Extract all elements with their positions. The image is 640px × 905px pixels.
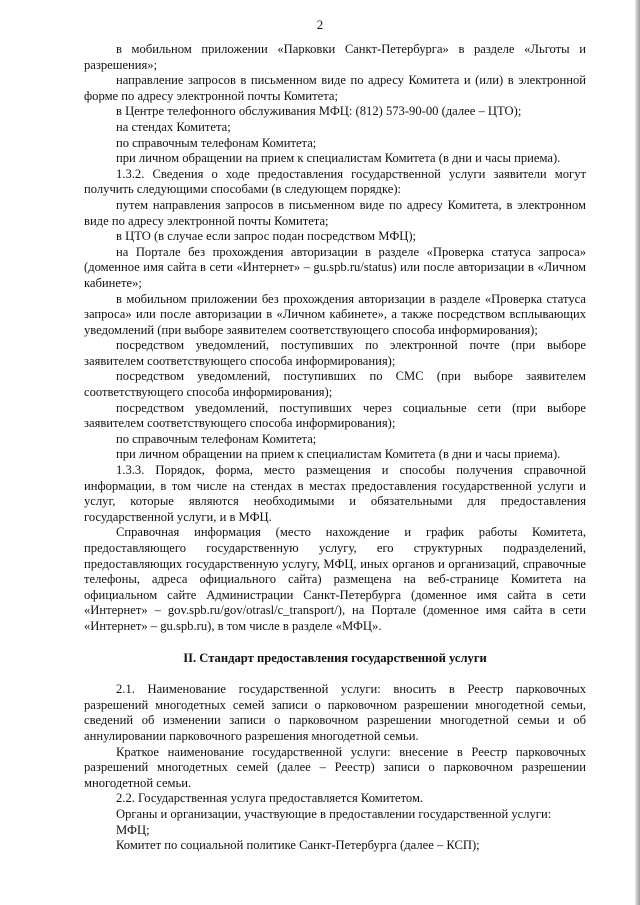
paragraph: Комитет по социальной политике Санкт-Петербурга (далее – КСП); [116,838,480,853]
paragraph: в мобильном приложении «Парковки Санкт-Петербурга» в разделе «Льготы и разрешения»; [84,42,586,72]
section-title: II. Стандарт предоставления государственной услуги [183,650,487,665]
paragraph: посредством уведомлений, поступивших через социальные сети (при выборе заявителем соответствующего способа информирования); [84,400,586,431]
paragraph: 1.3.2. Сведения о ходе предоставления государственной услуги заявители могут получить следующими способами (в следующем порядке): [84,166,586,197]
paragraph: по справочным телефонам Комитета; [116,431,317,446]
paragraph: Справочная информация (место нахождение и график работы Комитета, предоставляющего государственную услугу, его структурных подразделений, предоставляющих государственную услугу, МФЦ, иных органов и организаций, справочные телефоны, адреса официального сайта) размещена на веб-странице Комитета на официальном сайте Администрации Санкт-Петербурга (доменное имя сайта в сети «Интернет» – gov.spb.ru/gov/otrasl/c_transport/), на Портале (доменное имя сайта в сети «Интернет» – gu.spb.ru), в том числе в разделе «МФЦ». [84,525,586,633]
paragraph: в Центре телефонного обслуживания МФЦ: (812) 573-90-00 (далее – ЦТО); [116,104,522,119]
paragraph: путем направления запросов в письменном виде по адресу Комитета, в электронном виде по адресу электронной почты Комитета; [84,197,586,228]
paragraph: посредством уведомлений, поступивших по СМС (при выборе заявителем соответствующего способа информирования); [84,369,586,400]
paragraph: направление запросов в письменном виде по адресу Комитета и (или) в электронной форме по адресу электронной почты Комитета; [84,73,586,103]
page-number: 2 [316,17,324,32]
paragraph: Органы и организации, участвующие в предоставлении государственной услуги: [116,806,552,821]
paragraph: при личном обращении на прием к специалистам Комитета (в дни и часы приема). [116,447,561,462]
paragraph: 2.1. Наименование государственной услуги: вносить в Реестр парковочных разрешений многодетных семей записи о парковочном разрешении многодетной семьи, сведений об изменении записи о парковочном разрешении многодетной семьи и об аннулировании парковочного разрешения многодетной семьи. [84,682,586,743]
paragraph: 2.2. Государственная услуга предоставляется Комитетом. [116,791,424,806]
paragraph: 1.3.3. Порядок, форма, место размещения и способы получения справочной информации, в том числе на стендах в местах предоставления государственной услуги и услуг, которые являются необходимыми и обязательными для предоставления государственной услуги, и в МФЦ. [84,463,586,524]
paragraph: в ЦТО (в случае если запрос подан посредством МФЦ); [116,229,417,244]
document-body [84,42,586,854]
paragraph: на Портале без прохождения авторизации в разделе «Проверка статуса запроса» (доменное имя сайта в сети «Интернет» – gu.spb.ru/status) или после авторизации в «Личном кабинете»; [84,244,586,290]
paragraph: в мобильном приложении без прохождения авторизации в разделе «Проверка статуса запроса» или после авторизации в «Личном кабинете», а также посредством всплывающих уведомлений (при выборе заявителем соответствующего способа информирования); [84,291,586,337]
paragraph: посредством уведомлений, поступивших по электронной почте (при выборе заявителем соответствующего способа информирования); [84,338,586,368]
paragraphs-before-section [84,42,586,635]
paragraph: Краткое наименование государственной услуги: внесение в Реестр парковочных разрешений многодетных семей (далее – Реестр) записи о парковочном разрешении многодетной семьи. [84,744,586,790]
scan-edge-shadow [635,0,640,905]
paragraph: на стендах Комитета; [116,119,231,134]
paragraph: по справочным телефонам Комитета; [116,135,317,150]
paragraph: МФЦ; [116,822,150,837]
paragraph: при личном обращении на прием к специалистам Комитета (в дни и часы приема). [116,151,561,166]
paragraphs-after-section [84,682,586,854]
